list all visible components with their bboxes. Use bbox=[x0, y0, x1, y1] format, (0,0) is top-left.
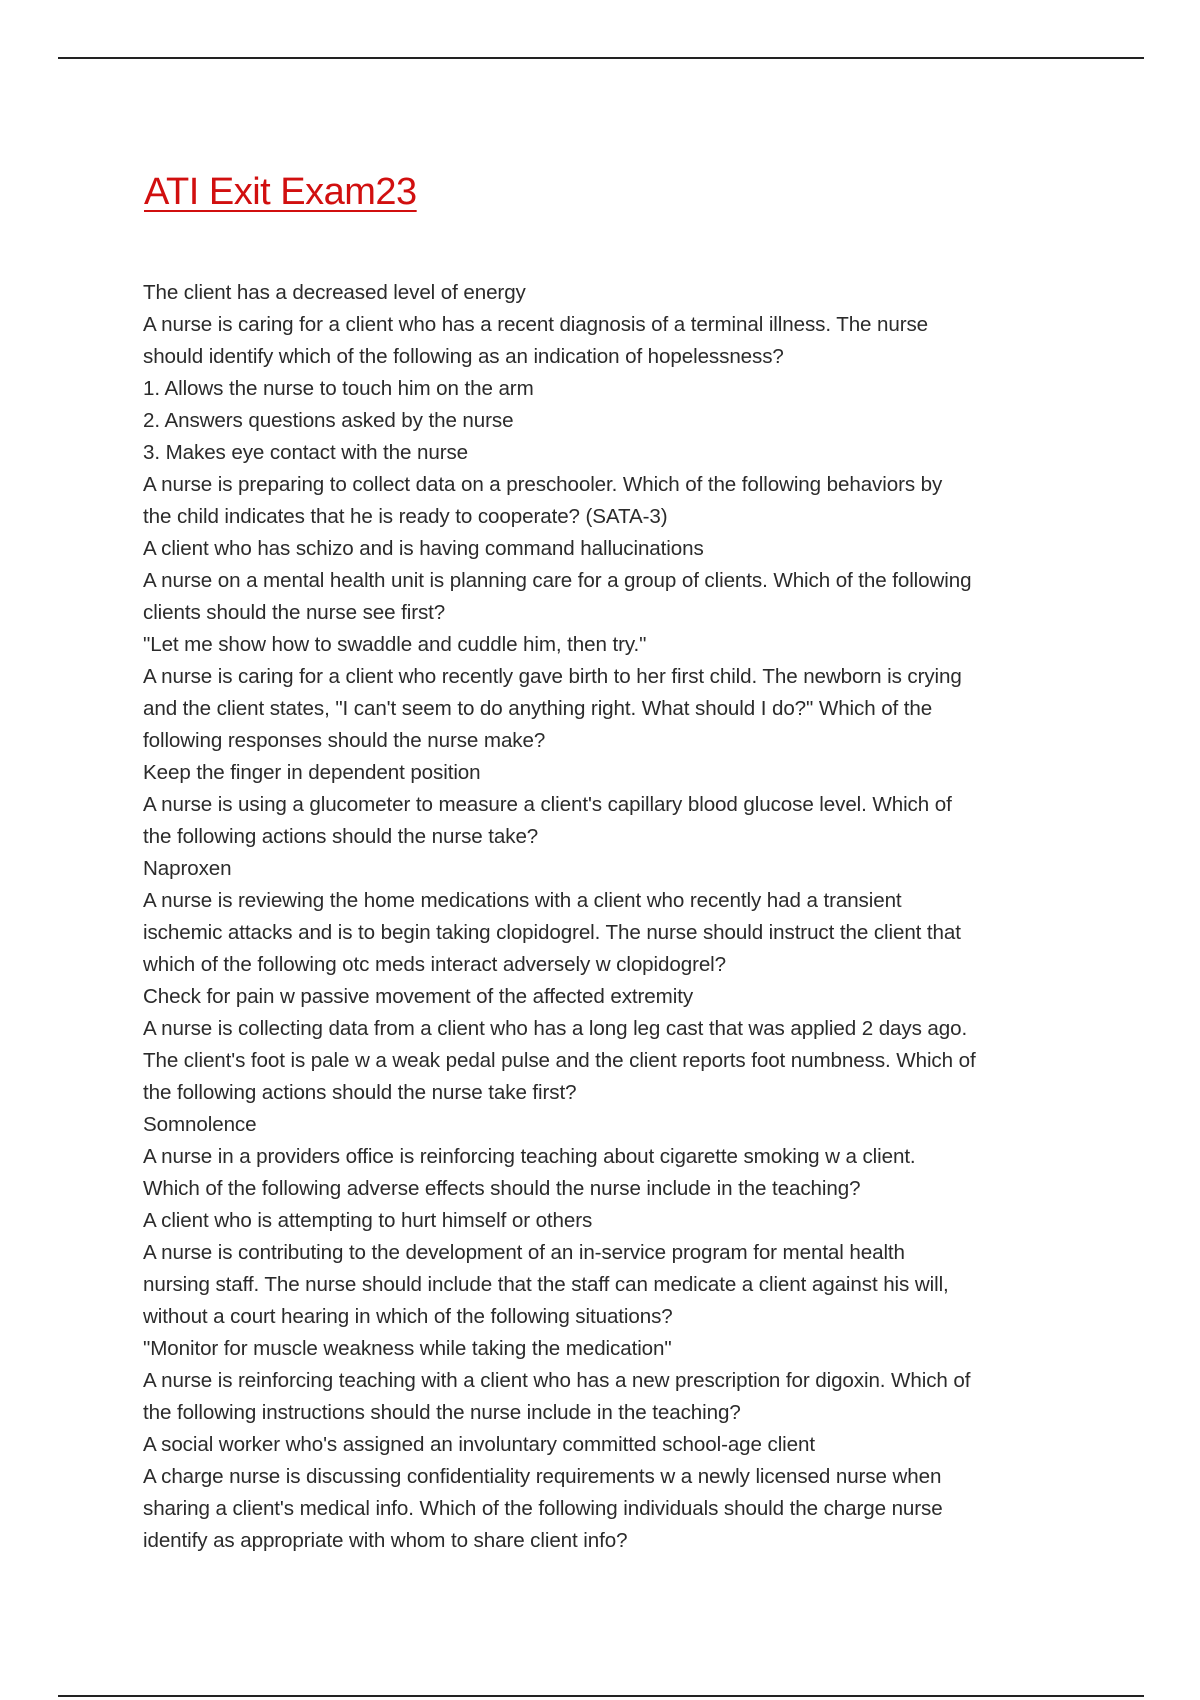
text-line: clients should the nurse see first? bbox=[143, 601, 446, 624]
text-line: A nurse is caring for a client who recently gave birth to her first child. The newborn is crying bbox=[143, 665, 962, 688]
text-line: A nurse is using a glucometer to measure a client's capillary blood glucose level. Which of bbox=[143, 793, 952, 816]
text-line: Naproxen bbox=[143, 857, 232, 880]
text-line: 2. Answers questions asked by the nurse bbox=[143, 409, 514, 432]
text-line: Somnolence bbox=[143, 1113, 257, 1136]
text-line: "Let me show how to swaddle and cuddle him, then try." bbox=[143, 633, 647, 656]
text-line: nursing staff. The nurse should include that the staff can medicate a client against his will, bbox=[143, 1273, 949, 1296]
text-line: Keep the finger in dependent position bbox=[143, 761, 481, 784]
footer-rule bbox=[58, 1695, 1144, 1697]
text-line: sharing a client's medical info. Which of the following individuals should the charge nurse bbox=[143, 1497, 943, 1520]
text-line: identify as appropriate with whom to share client info? bbox=[143, 1529, 628, 1552]
text-line: the following instructions should the nurse include in the teaching? bbox=[143, 1401, 741, 1424]
text-line: following responses should the nurse make? bbox=[143, 729, 546, 752]
text-line: A nurse is caring for a client who has a recent diagnosis of a terminal illness. The nurse bbox=[143, 313, 929, 336]
text-line: A nurse is contributing to the development of an in-service program for mental health bbox=[143, 1241, 905, 1264]
document-title: ATI Exit Exam23 bbox=[144, 171, 417, 213]
header-rule bbox=[58, 57, 1144, 59]
text-line: without a court hearing in which of the following situations? bbox=[143, 1305, 673, 1328]
text-line: A nurse is reviewing the home medications with a client who recently had a transient bbox=[143, 889, 902, 912]
text-line: A nurse in a providers office is reinforcing teaching about cigarette smoking w a client. bbox=[143, 1145, 916, 1168]
text-line: The client has a decreased level of energy bbox=[143, 281, 526, 304]
text-line: Which of the following adverse effects should the nurse include in the teaching? bbox=[143, 1177, 861, 1200]
text-line: ischemic attacks and is to begin taking clopidogrel. The nurse should instruct the client that bbox=[143, 921, 961, 944]
text-line: the following actions should the nurse take first? bbox=[143, 1081, 577, 1104]
text-line: 3. Makes eye contact with the nurse bbox=[143, 441, 469, 464]
text-line: A client who is attempting to hurt himself or others bbox=[143, 1209, 593, 1232]
document-body bbox=[143, 277, 1073, 1557]
text-line: The client's foot is pale w a weak pedal pulse and the client reports foot numbness. Which of bbox=[143, 1049, 976, 1072]
text-line: should identify which of the following as an indication of hopelessness? bbox=[143, 345, 784, 368]
text-line: A nurse is preparing to collect data on a preschooler. Which of the following behaviors by bbox=[143, 473, 943, 496]
text-line: the child indicates that he is ready to cooperate? (SATA-3) bbox=[143, 505, 668, 528]
text-line: A charge nurse is discussing confidentiality requirements w a newly licensed nurse when bbox=[143, 1465, 942, 1488]
text-line: A client who has schizo and is having command hallucinations bbox=[143, 537, 704, 560]
text-line: 1. Allows the nurse to touch him on the arm bbox=[143, 377, 534, 400]
text-line: the following actions should the nurse take? bbox=[143, 825, 539, 848]
text-line: and the client states, "I can't seem to do anything right. What should I do?" Which of the bbox=[143, 697, 933, 720]
text-line: A nurse on a mental health unit is planning care for a group of clients. Which of the following bbox=[143, 569, 972, 592]
text-line: Check for pain w passive movement of the affected extremity bbox=[143, 985, 694, 1008]
text-line: which of the following otc meds interact adversely w clopidogrel? bbox=[143, 953, 727, 976]
text-line: A nurse is collecting data from a client who has a long leg cast that was applied 2 days ago. bbox=[143, 1017, 968, 1040]
text-line: A social worker who's assigned an involuntary committed school-age client bbox=[143, 1433, 815, 1456]
text-line: A nurse is reinforcing teaching with a client who has a new prescription for digoxin. Which of bbox=[143, 1369, 971, 1392]
text-line: "Monitor for muscle weakness while taking the medication" bbox=[143, 1337, 672, 1360]
